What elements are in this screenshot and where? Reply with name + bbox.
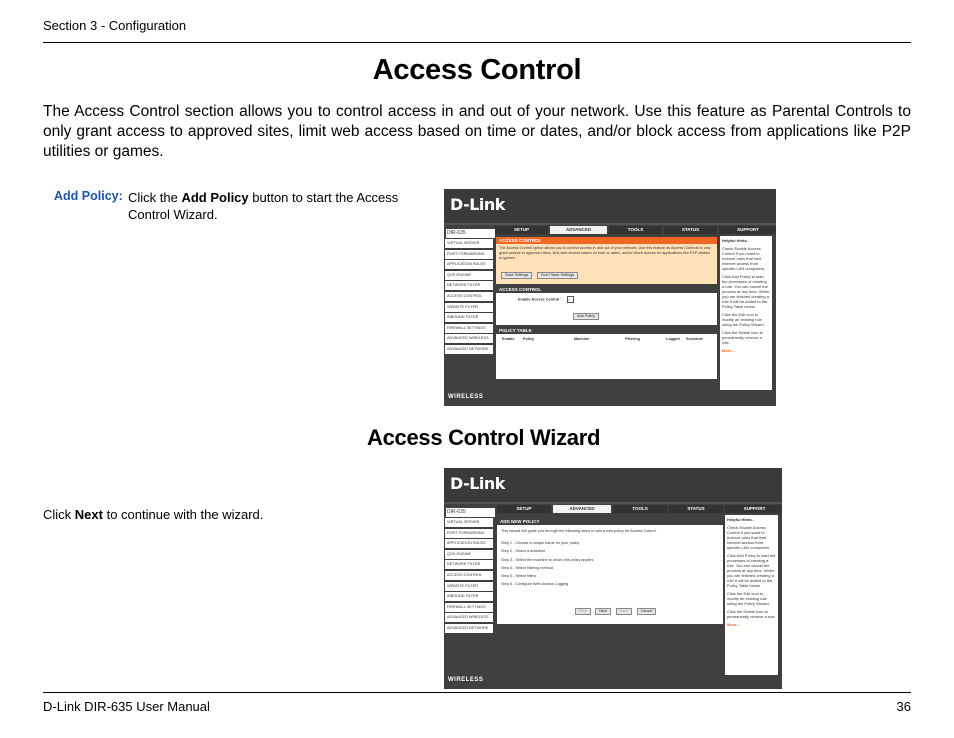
nav-advanced-network[interactable]: ADVANCED NETWORK xyxy=(445,345,493,354)
nav-virtual-server[interactable]: VIRTUAL SERVER xyxy=(445,239,493,248)
model-label-2: DIR-635 xyxy=(446,508,495,517)
main-panel xyxy=(495,236,718,390)
dlink-logo-2: D-Link xyxy=(450,474,505,493)
wizard-step-4: Step 4 - Select filtering method xyxy=(501,565,553,570)
left-nav-2 xyxy=(445,518,493,635)
left-nav xyxy=(445,239,493,356)
section-label: Section 3 - Configuration xyxy=(43,18,187,33)
box-title: ACCESS CONTROL xyxy=(496,286,717,293)
wizard-steps xyxy=(497,537,723,591)
add-policy-description xyxy=(128,189,433,223)
nav-website-filter[interactable]: WEBSITE FILTER xyxy=(445,303,493,312)
section-title-bar: ACCESS CONTROL xyxy=(496,237,717,244)
nav-advanced-network-2[interactable]: ADVANCED NETWORK xyxy=(445,624,493,633)
hint-2-2: Click Add Policy to start the processes of creating a rule. You can cancel the process at any time. When you are finished creating a rule it will be added to the Policy Table below. xyxy=(727,553,776,588)
next-text-post: to continue with the wizard. xyxy=(102,507,264,522)
enable-checkbox[interactable]: ✓ xyxy=(567,296,574,303)
nav-firewall-settings-2[interactable]: FIREWALL SETTINGS xyxy=(445,603,493,612)
access-control-wizard-screenshot xyxy=(444,468,782,689)
hint-1-2: Check Enable Access Control if you want to enforce rules that limit Internet access from specific LAN computers. xyxy=(727,525,771,550)
router-banner-2 xyxy=(444,468,782,504)
header-rule xyxy=(43,42,911,43)
col-logged: Logged xyxy=(666,337,680,341)
footer-page-number: 36 xyxy=(896,699,911,714)
tab-status[interactable]: STATUS xyxy=(664,226,717,234)
next-text-pre: Click xyxy=(43,507,75,522)
nav-inbound-filter-2[interactable]: INBOUND FILTER xyxy=(445,592,493,601)
hints-more-link-2[interactable]: More... xyxy=(727,622,740,627)
col-enable: Enable xyxy=(502,337,515,341)
add-policy-label: Add Policy: xyxy=(54,189,123,203)
hint-1: Check Enable Access Control if you want to enforce rules that limit Internet access from specific LAN computers. xyxy=(722,246,766,271)
hints-title: Helpful Hints.. xyxy=(722,238,749,243)
hint-4-2: Click the Delete icon to permanently remove a rule. xyxy=(727,609,776,619)
intro-paragraph: The Access Control section allows you to control access in and out of your network. Use this feature as Parental Controls to only grant access to approved sites, limit web access based on time or dates, and/or block access from applications like P2P utilities or games. xyxy=(43,103,911,160)
nav-port-forwarding-2[interactable]: PORT FORWARDING xyxy=(445,529,493,538)
wizard-step-2: Step 2 - Select a schedule xyxy=(501,549,546,554)
next-button[interactable]: Next xyxy=(595,608,611,615)
section-description: The Access Control option allows you to control access in and out of your network. Use this feature as Access Controls to only grant access to approved sites, limit web access based on time or dates, and/or block access for applications like P2P utilities or games. xyxy=(499,246,711,260)
add-policy-text-pre: Click the xyxy=(128,190,182,205)
footer-rule xyxy=(43,692,911,693)
nav-application-rules-2[interactable]: APPLICATION RULES xyxy=(445,539,493,548)
wizard-buttons xyxy=(497,591,723,617)
tab-status-2[interactable]: STATUS xyxy=(669,505,723,513)
policy-table-title: POLICY TABLE xyxy=(496,327,717,334)
tab-tools[interactable]: TOOLS xyxy=(609,226,662,234)
next-text-bold: Next xyxy=(74,507,103,522)
intro-box xyxy=(496,237,717,284)
nav-network-filter-2[interactable]: NETWORK FILTER xyxy=(445,560,493,569)
nav-qos-engine-2[interactable]: QOS ENGINE xyxy=(445,550,493,559)
wizard-step-3: Step 3 - Select the machine to which this policy applies xyxy=(501,557,594,562)
page-title: Access Control xyxy=(372,54,582,86)
tab-advanced-2[interactable]: ADVANCED xyxy=(553,505,611,513)
save-buttons xyxy=(496,263,717,281)
hints-title-2: Helpful Hints.. xyxy=(727,517,754,522)
tab-setup[interactable]: SETUP xyxy=(495,226,548,234)
col-filtering: Filtering xyxy=(625,337,640,341)
cancel-button[interactable]: Cancel xyxy=(637,608,657,615)
add-policy-row xyxy=(496,303,717,325)
prev-button[interactable]: Prev xyxy=(575,608,591,615)
wireless-footer-2: WIRELESS xyxy=(448,677,484,683)
save-button[interactable]: Save xyxy=(616,608,633,615)
nav-inbound-filter[interactable]: INBOUND FILTER xyxy=(445,313,493,322)
access-control-box xyxy=(496,286,717,325)
nav-virtual-server-2[interactable]: VIRTUAL SERVER xyxy=(445,518,493,527)
wizard-description: This wizard will guide you through the following steps to add a new policy for Access Control. xyxy=(501,529,657,533)
add-policy-text-post: button to start the Access Control Wizard. xyxy=(128,190,399,222)
add-policy-text-bold: Add Policy xyxy=(181,190,249,205)
tab-advanced[interactable]: ADVANCED xyxy=(550,226,607,234)
tab-tools-2[interactable]: TOOLS xyxy=(613,505,667,513)
tab-setup-2[interactable]: SETUP xyxy=(497,505,551,513)
col-schedule: Schedule xyxy=(686,337,703,341)
footer-manual-name: D-Link DIR-635 User Manual xyxy=(43,699,210,714)
hint-4: Click the Delete icon to permanently remove a rule. xyxy=(722,330,763,345)
wizard-step-1: Step 1 - Choose a unique name for your policy xyxy=(501,541,580,545)
nav-advanced-wireless[interactable]: ADVANCED WIRELESS xyxy=(445,334,493,343)
nav-advanced-wireless-2[interactable]: ADVANCED WIRELESS xyxy=(445,613,493,622)
hint-2: Click Add Policy to start the processes of creating a rule. You can cancel the process at any time. When you are finished creating a rule it will be added to the Policy Table below. xyxy=(722,274,770,309)
nav-access-control[interactable]: ACCESS CONTROL xyxy=(445,292,493,301)
nav-qos-engine[interactable]: QOS ENGINE xyxy=(445,271,493,280)
dont-save-settings-button[interactable]: Don't Save Settings xyxy=(537,272,578,279)
enable-label: Enable Access Control : xyxy=(518,297,562,302)
nav-network-filter[interactable]: NETWORK FILTER xyxy=(445,281,493,290)
hint-3: Click the Edit icon to modify an existing rule using the Policy Wizard. xyxy=(722,312,765,327)
nav-access-control-2[interactable]: ACCESS CONTROL xyxy=(445,571,493,580)
nav-port-forwarding[interactable]: PORT FORWARDING xyxy=(445,250,493,259)
nav-website-filter-2[interactable]: WEBSITE FILTER xyxy=(445,582,493,591)
hints-more-link[interactable]: More... xyxy=(722,348,735,353)
model-label: DIR-635 xyxy=(446,229,495,238)
policy-table-header xyxy=(496,337,717,345)
hint-3-2: Click the Edit icon to modify an existing rule using the Policy Wizard. xyxy=(727,591,770,606)
wireless-footer: WIRELESS xyxy=(448,394,484,400)
tab-support-2[interactable]: SUPPORT xyxy=(725,505,782,513)
router-tabs xyxy=(495,226,776,234)
router-tabs-2 xyxy=(497,505,782,513)
col-machine: Machine xyxy=(574,337,590,341)
wizard-step-5: Step 5 - Select filters xyxy=(501,574,537,579)
router-banner xyxy=(444,189,776,225)
wizard-panel xyxy=(497,518,723,624)
policy-table-box xyxy=(496,327,717,379)
nav-firewall-settings[interactable]: FIREWALL SETTINGS xyxy=(445,324,493,333)
wizard-step-6: Step 6 - Configure Web Access Logging xyxy=(501,582,569,587)
enable-row xyxy=(496,293,717,303)
add-policy-button[interactable]: Add Policy xyxy=(573,313,599,320)
helpful-hints xyxy=(720,236,772,390)
next-instruction xyxy=(43,507,263,522)
dlink-logo: D-Link xyxy=(450,195,505,214)
wizard-section-title: ADD NEW POLICY xyxy=(497,518,723,525)
helpful-hints-2 xyxy=(725,515,778,675)
save-settings-button[interactable]: Save Settings xyxy=(501,272,532,279)
wizard-title: Access Control Wizard xyxy=(367,425,601,450)
access-control-screenshot xyxy=(444,189,776,406)
tab-support[interactable]: SUPPORT xyxy=(719,226,776,234)
col-policy: Policy xyxy=(523,337,535,341)
nav-application-rules[interactable]: APPLICATION RULES xyxy=(445,260,493,269)
